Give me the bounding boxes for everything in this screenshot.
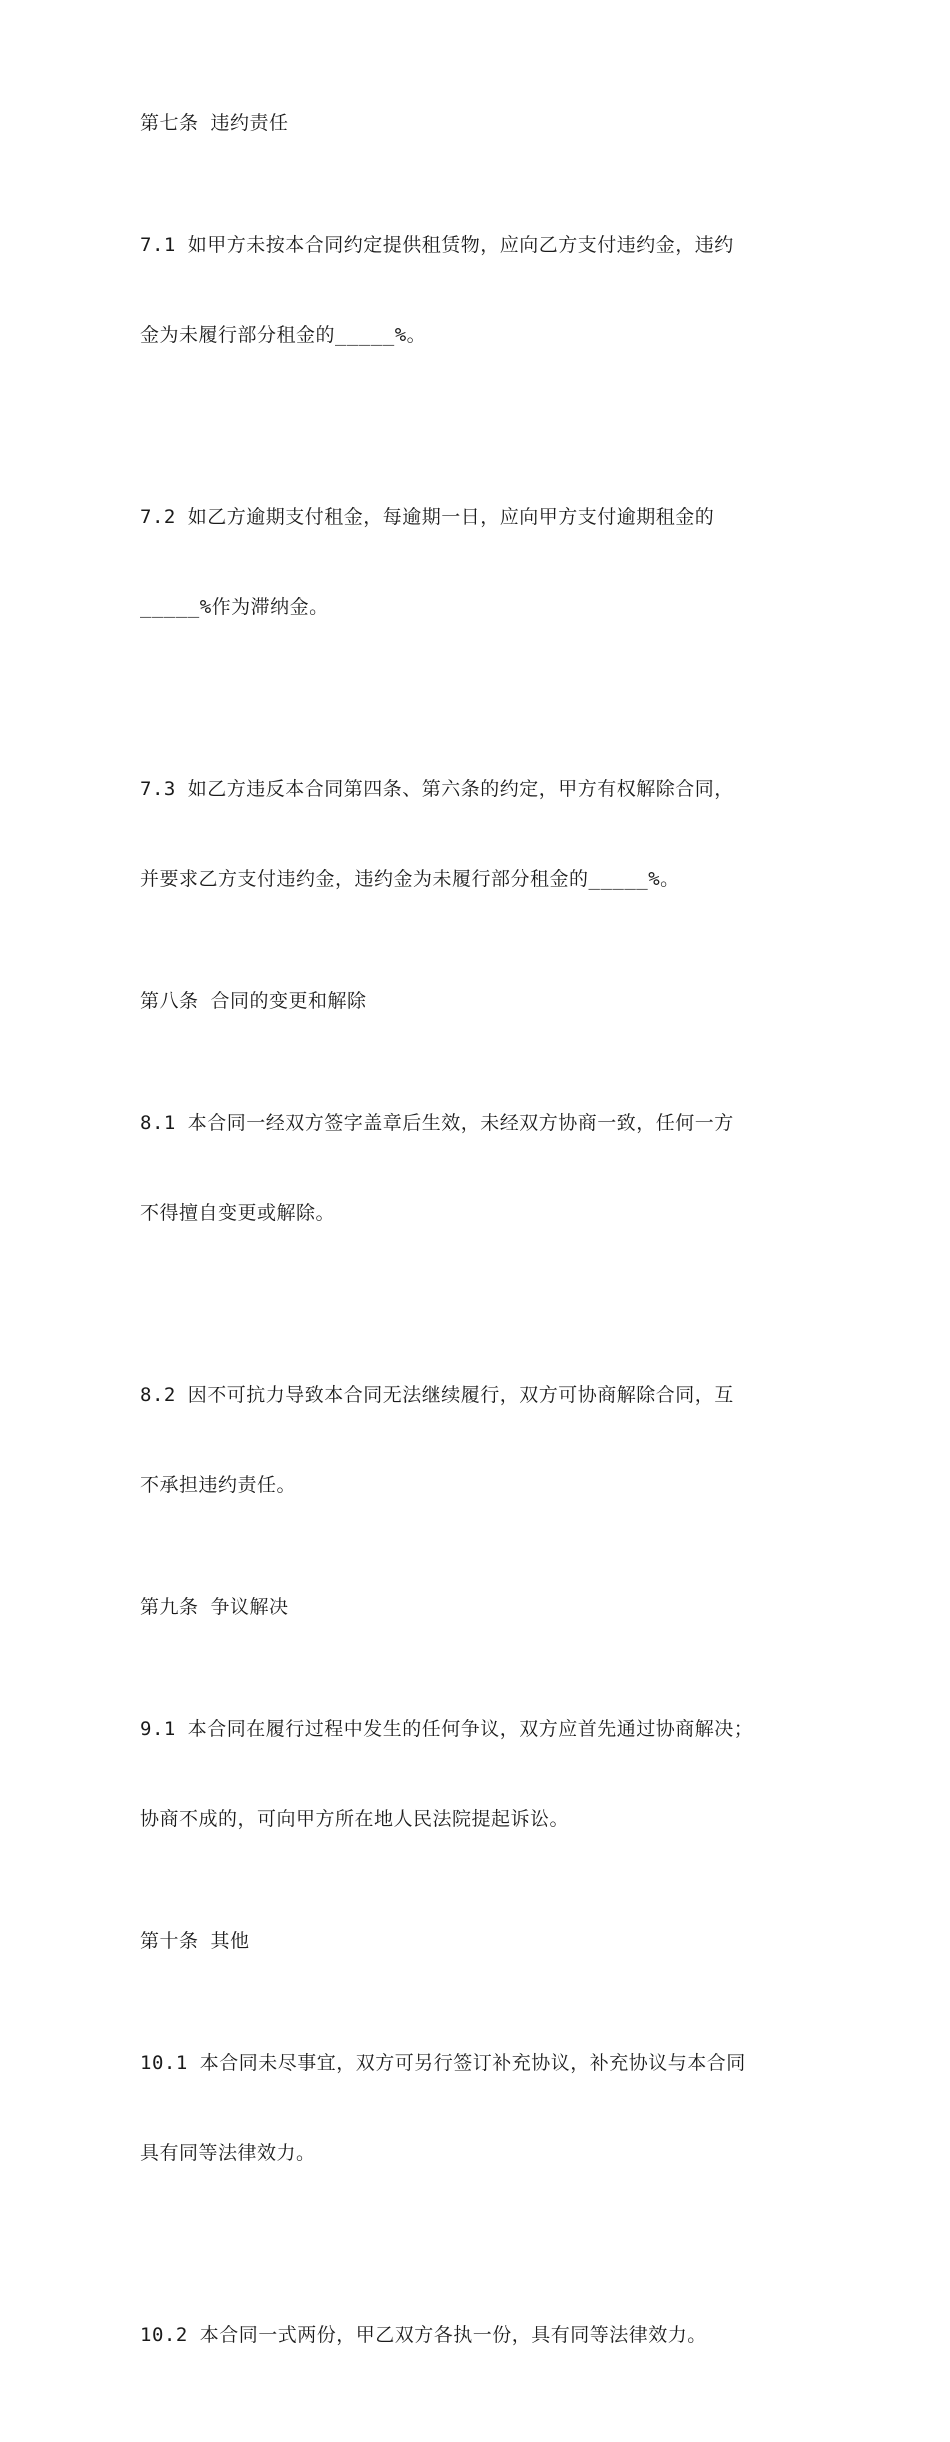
clause-line: 具有同等法律效力。 — [140, 2142, 316, 2164]
clause-line: 金为未履行部分租金的_____%。 — [140, 324, 427, 346]
clause-7-2 — [140, 442, 820, 682]
clause-10-2 — [140, 2260, 820, 2410]
clause-7-3 — [140, 714, 820, 954]
clause-line: 9.1 本合同在履行过程中发生的任何争议，双方应首先通过协商解决； — [140, 1718, 754, 1740]
section-heading-10: 第十条 其他 — [140, 1930, 250, 1952]
clause-line: 10.2 本合同一式两份，甲乙双方各执一份，具有同等法律效力。 — [140, 2324, 707, 2346]
section-heading-9: 第九条 争议解决 — [140, 1596, 289, 1618]
section-heading-7: 第七条 违约责任 — [140, 112, 289, 134]
clause-line: 7.1 如甲方未按本合同约定提供租赁物，应向乙方支付违约金，违约 — [140, 234, 734, 256]
clause-line: 不得擅自变更或解除。 — [140, 1202, 336, 1224]
clause-line: 10.1 本合同未尽事宜，双方可另行签订补充协议，补充协议与本合同 — [140, 2052, 746, 2074]
clause-line: 8.1 本合同一经双方签字盖章后生效，未经双方协商一致，任何一方 — [140, 1112, 734, 1134]
clause-line: 不承担违约责任。 — [140, 1474, 297, 1496]
clause-9-1 — [140, 1654, 820, 1894]
clause-line: 8.2 因不可抗力导致本合同无法继续履行，双方可协商解除合同，互 — [140, 1384, 734, 1406]
clause-line: _____%作为滞纳金。 — [140, 596, 329, 618]
document-body — [140, 108, 820, 2442]
clause-8-2 — [140, 1320, 820, 1560]
clause-line: 7.2 如乙方逾期支付租金，每逾期一日，应向甲方支付逾期租金的 — [140, 506, 715, 528]
section-heading-8: 第八条 合同的变更和解除 — [140, 990, 367, 1012]
clause-8-1 — [140, 1048, 820, 1288]
clause-line: 7.3 如乙方违反本合同第四条、第六条的约定，甲方有权解除合同， — [140, 778, 734, 800]
clause-line: 协商不成的，可向甲方所在地人民法院提起诉讼。 — [140, 1808, 570, 1830]
clause-10-1 — [140, 1988, 820, 2228]
clause-line: 并要求乙方支付违约金，违约金为未履行部分租金的_____%。 — [140, 868, 680, 890]
clause-7-1 — [140, 170, 820, 410]
